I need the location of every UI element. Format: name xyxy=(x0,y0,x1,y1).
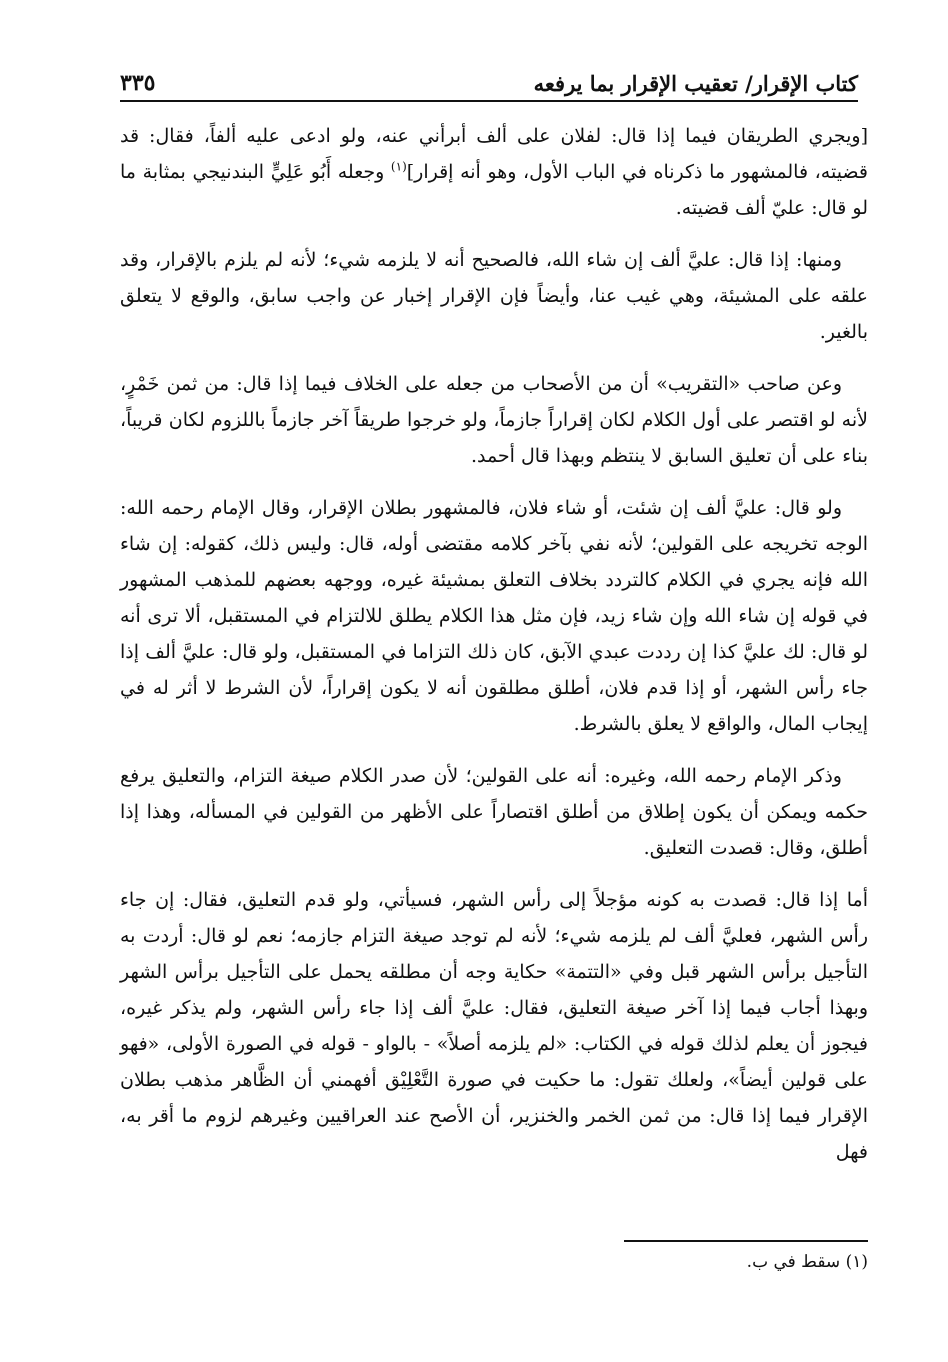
footnote-marker: (١) xyxy=(845,1252,868,1272)
paragraph-2: ومنها: إذا قال: عليَّ ألف إن شاء الله، فالصحيح أنه لا يلزمه شيء؛ لأنه لم يلزم بالإقرار، وقد علقه على المشيئة، وهي غيب عنا، وأيضاً فإن الإقرار إخبار عن واجب سابق، والوقع لا يتعلق بالغير. xyxy=(120,249,868,343)
paragraph-3: وعن صاحب «التقريب» أن من الأصحاب من جعله على الخلاف فيما إذا قال: من ثمن خَمْرٍ، لأنه لو اقتصر على أول الكلام لكان إقراراً جازماً، ولو خرجوا طريقاً آخر جازماً باللزوم لكان قريباً، بناء على أن تعليق السابق لا ينتظم وبهذا قال أحمد. xyxy=(120,373,868,467)
paragraph-6: أما إذا قال: قصدت به كونه مؤجلاً إلى رأس الشهر، فسيأتي، ولو قدم التعليق، فقال: إن جاء رأس الشهر، فعليَّ ألف لم يلزمه شيء؛ لأنه لم توجد صيغة التزام جازمه؛ نعم لو قال: أردت به التأجيل برأس الشهر قبل وفي «التتمة» حكاية وجه أن مطلقه يحمل على التأجيل برأس الشهر وبهذا أجاب فيما إذا آخر صيغة التعليق، فقال: عليَّ ألف إذا جاء رأس الشهر، ولم يذكر غيره، فيجوز أن يعلم لذلك قوله في الكتاب: «لم يلزمه أصلاً» - بالواو - قوله في الصورة الأولى، «فهو على قولين أيضاً»، ولعلك تقول: ما حكيت في صورة التَّعْلِيْق أفهمني أن الظَّاهر مذهب بطلان الإقرار فيما إذا قال: من ثمن الخمر والخنزير، أن الأصح عند العراقيين وغيرهم لزوم ما أقر به، فهل xyxy=(120,889,868,1163)
footnote-separator xyxy=(624,1240,868,1242)
paragraph-1-text: [ويجري الطريقان فيما إذا قال: لفلان على ألف أبرأني عنه، ولو ادعى عليه ألفاً، فقال: قد قضيته، فالمشهور ما ذكرناه في الباب الأول، وهو أنه إقرار] xyxy=(120,125,868,183)
paragraph-5: وذكر الإمام رحمه الله، وغيره: أنه على القولين؛ لأن صدر الكلام صيغة التزام، والتعليق يرفع حكمه ويمكن أن يكون إطلاق من أطلق اقتصاراً على الأظهر من القولين في المسأله، وهذا إذا أطلق، وقال: قصدت التعليق. xyxy=(120,765,868,859)
paragraph-4: ولو قال: عليَّ ألف إن شئت، أو شاء فلان، فالمشهور بطلان الإقرار، وقال الإمام رحمه الله: الوجه تخريجه على القولين؛ لأنه نفي بآخر كلامه مقتضى أوله، قال: وليس ذلك، كقوله: إن شاء الله فإنه يجري في الكلام كالتردد بخلاف التعلق بمشيئة غيره، ووجهه بعضهم للمذهب المشهور في قوله إن شاء الله وإن شاء زيد، فإن مثل هذا الكلام يطلق للالتزام في المستقبل، ألا ترى أنه لو قال: لك عليَّ كذا إن رددت عبدي الآبق، كان ذلك التزاما في المستقبل، ولو قال: عليَّ ألف إذا جاء رأس الشهر، أو إذا قدم فلان، أطلق مطلقون أنه لا يكون إقراراً، لأن الشرط لا أثر له في إيجاب المال، والواقع لا يعلق بالشرط. xyxy=(120,497,868,735)
footnote-1 xyxy=(500,1252,868,1272)
main-text xyxy=(120,118,868,1186)
paragraph-1 xyxy=(120,118,868,226)
paragraph-1-continuation: وجعله أَبُو عَلِيٍّ البندنيجي بمثابة ما لو قال: عليّ ألف قضيته. xyxy=(120,161,868,219)
header-title: كتاب الإقرار/ تعقيب الإقرار بما يرفعه xyxy=(533,71,858,96)
footnote-reference: (١) xyxy=(390,159,407,174)
running-header xyxy=(120,56,858,102)
page-number: ٣٣٥ xyxy=(120,70,156,96)
footnote-text: سقط في ب. xyxy=(746,1252,841,1272)
